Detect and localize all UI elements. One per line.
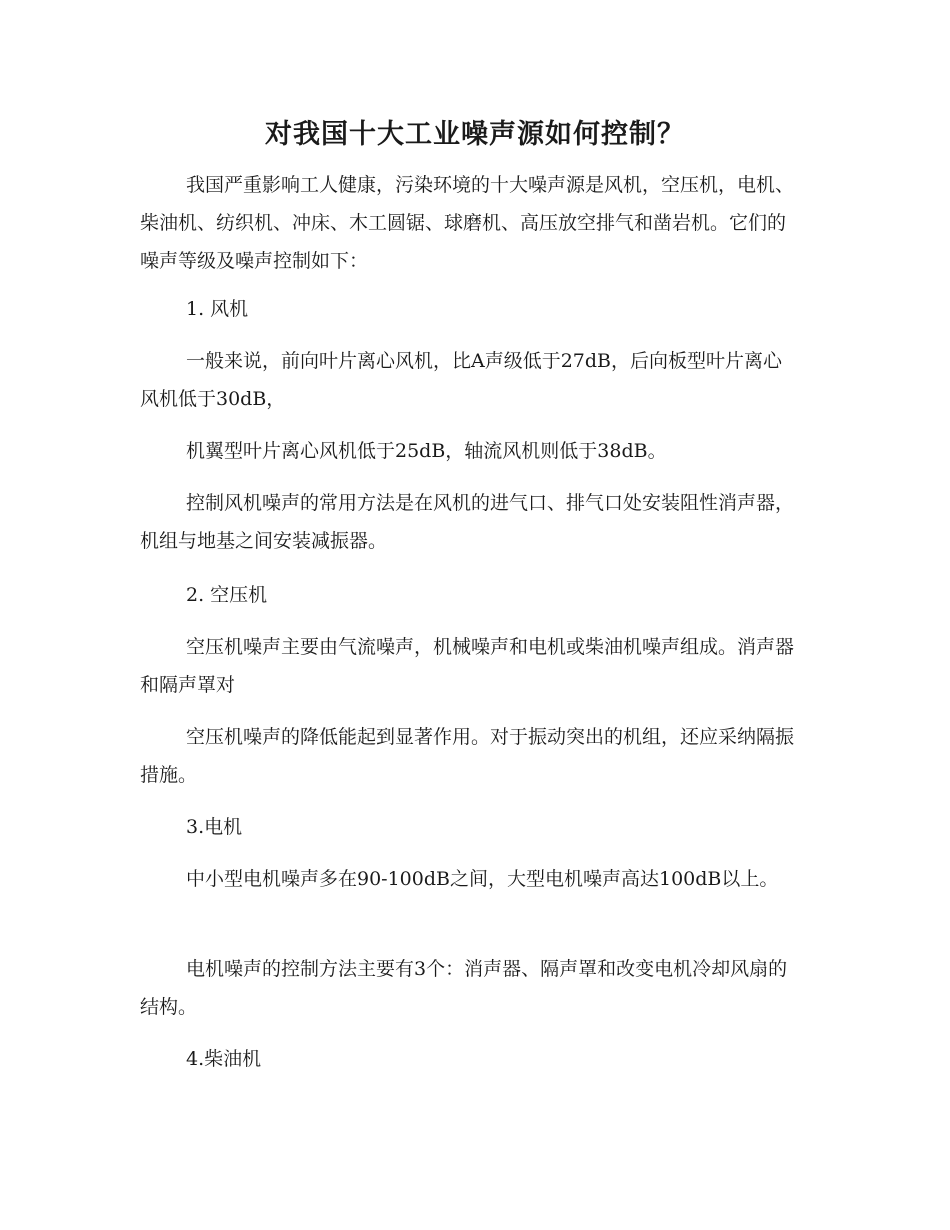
- paragraph-fan-levels: 一般来说，前向叶片离心风机，比A声级低于27dB，后向板型叶片离心风机低于30dB，: [140, 350, 783, 410]
- paragraph-motor-levels: 中小型电机噪声多在90-100dB之间，大型电机噪声高达100dB以上。: [186, 868, 779, 890]
- paragraph-motor-control: 电机噪声的控制方法主要有3个：消声器、隔声罩和改变电机冷却风扇的结构。: [140, 958, 788, 1018]
- paragraph-fan-control: 控制风机噪声的常用方法是在风机的进气口、排气口处安装阻性消声器，机组与地基之间安装减振器。: [140, 492, 795, 552]
- paragraph-fan-levels-cont: 机翼型叶片离心风机低于25dB，轴流风机则低于38dB。: [186, 440, 667, 462]
- paragraph-compressor-sources: 空压机噪声主要由气流噪声，机械噪声和电机或柴油机噪声组成。消声器和隔声罩对: [140, 636, 795, 696]
- intro-paragraph: 我国严重影响工人健康，污染环境的十大噪声源是风机，空压机，电机、柴油机、纺织机、冲床、木工圆锯、球磨机、高压放空排气和凿岩机。它们的噪声等级及噪声控制如下：: [140, 174, 795, 272]
- section-heading-compressor: 2. 空压机: [186, 584, 268, 606]
- section-heading-motor: 3.电机: [186, 816, 243, 838]
- section-heading-fan: 1. 风机: [186, 298, 249, 320]
- document-title: 对我国十大工业噪声源如何控制？: [265, 119, 685, 150]
- paragraph-compressor-control: 空压机噪声的降低能起到显著作用。对于振动突出的机组，还应采纳隔振措施。: [140, 726, 795, 786]
- section-heading-diesel: 4.柴油机: [186, 1048, 262, 1070]
